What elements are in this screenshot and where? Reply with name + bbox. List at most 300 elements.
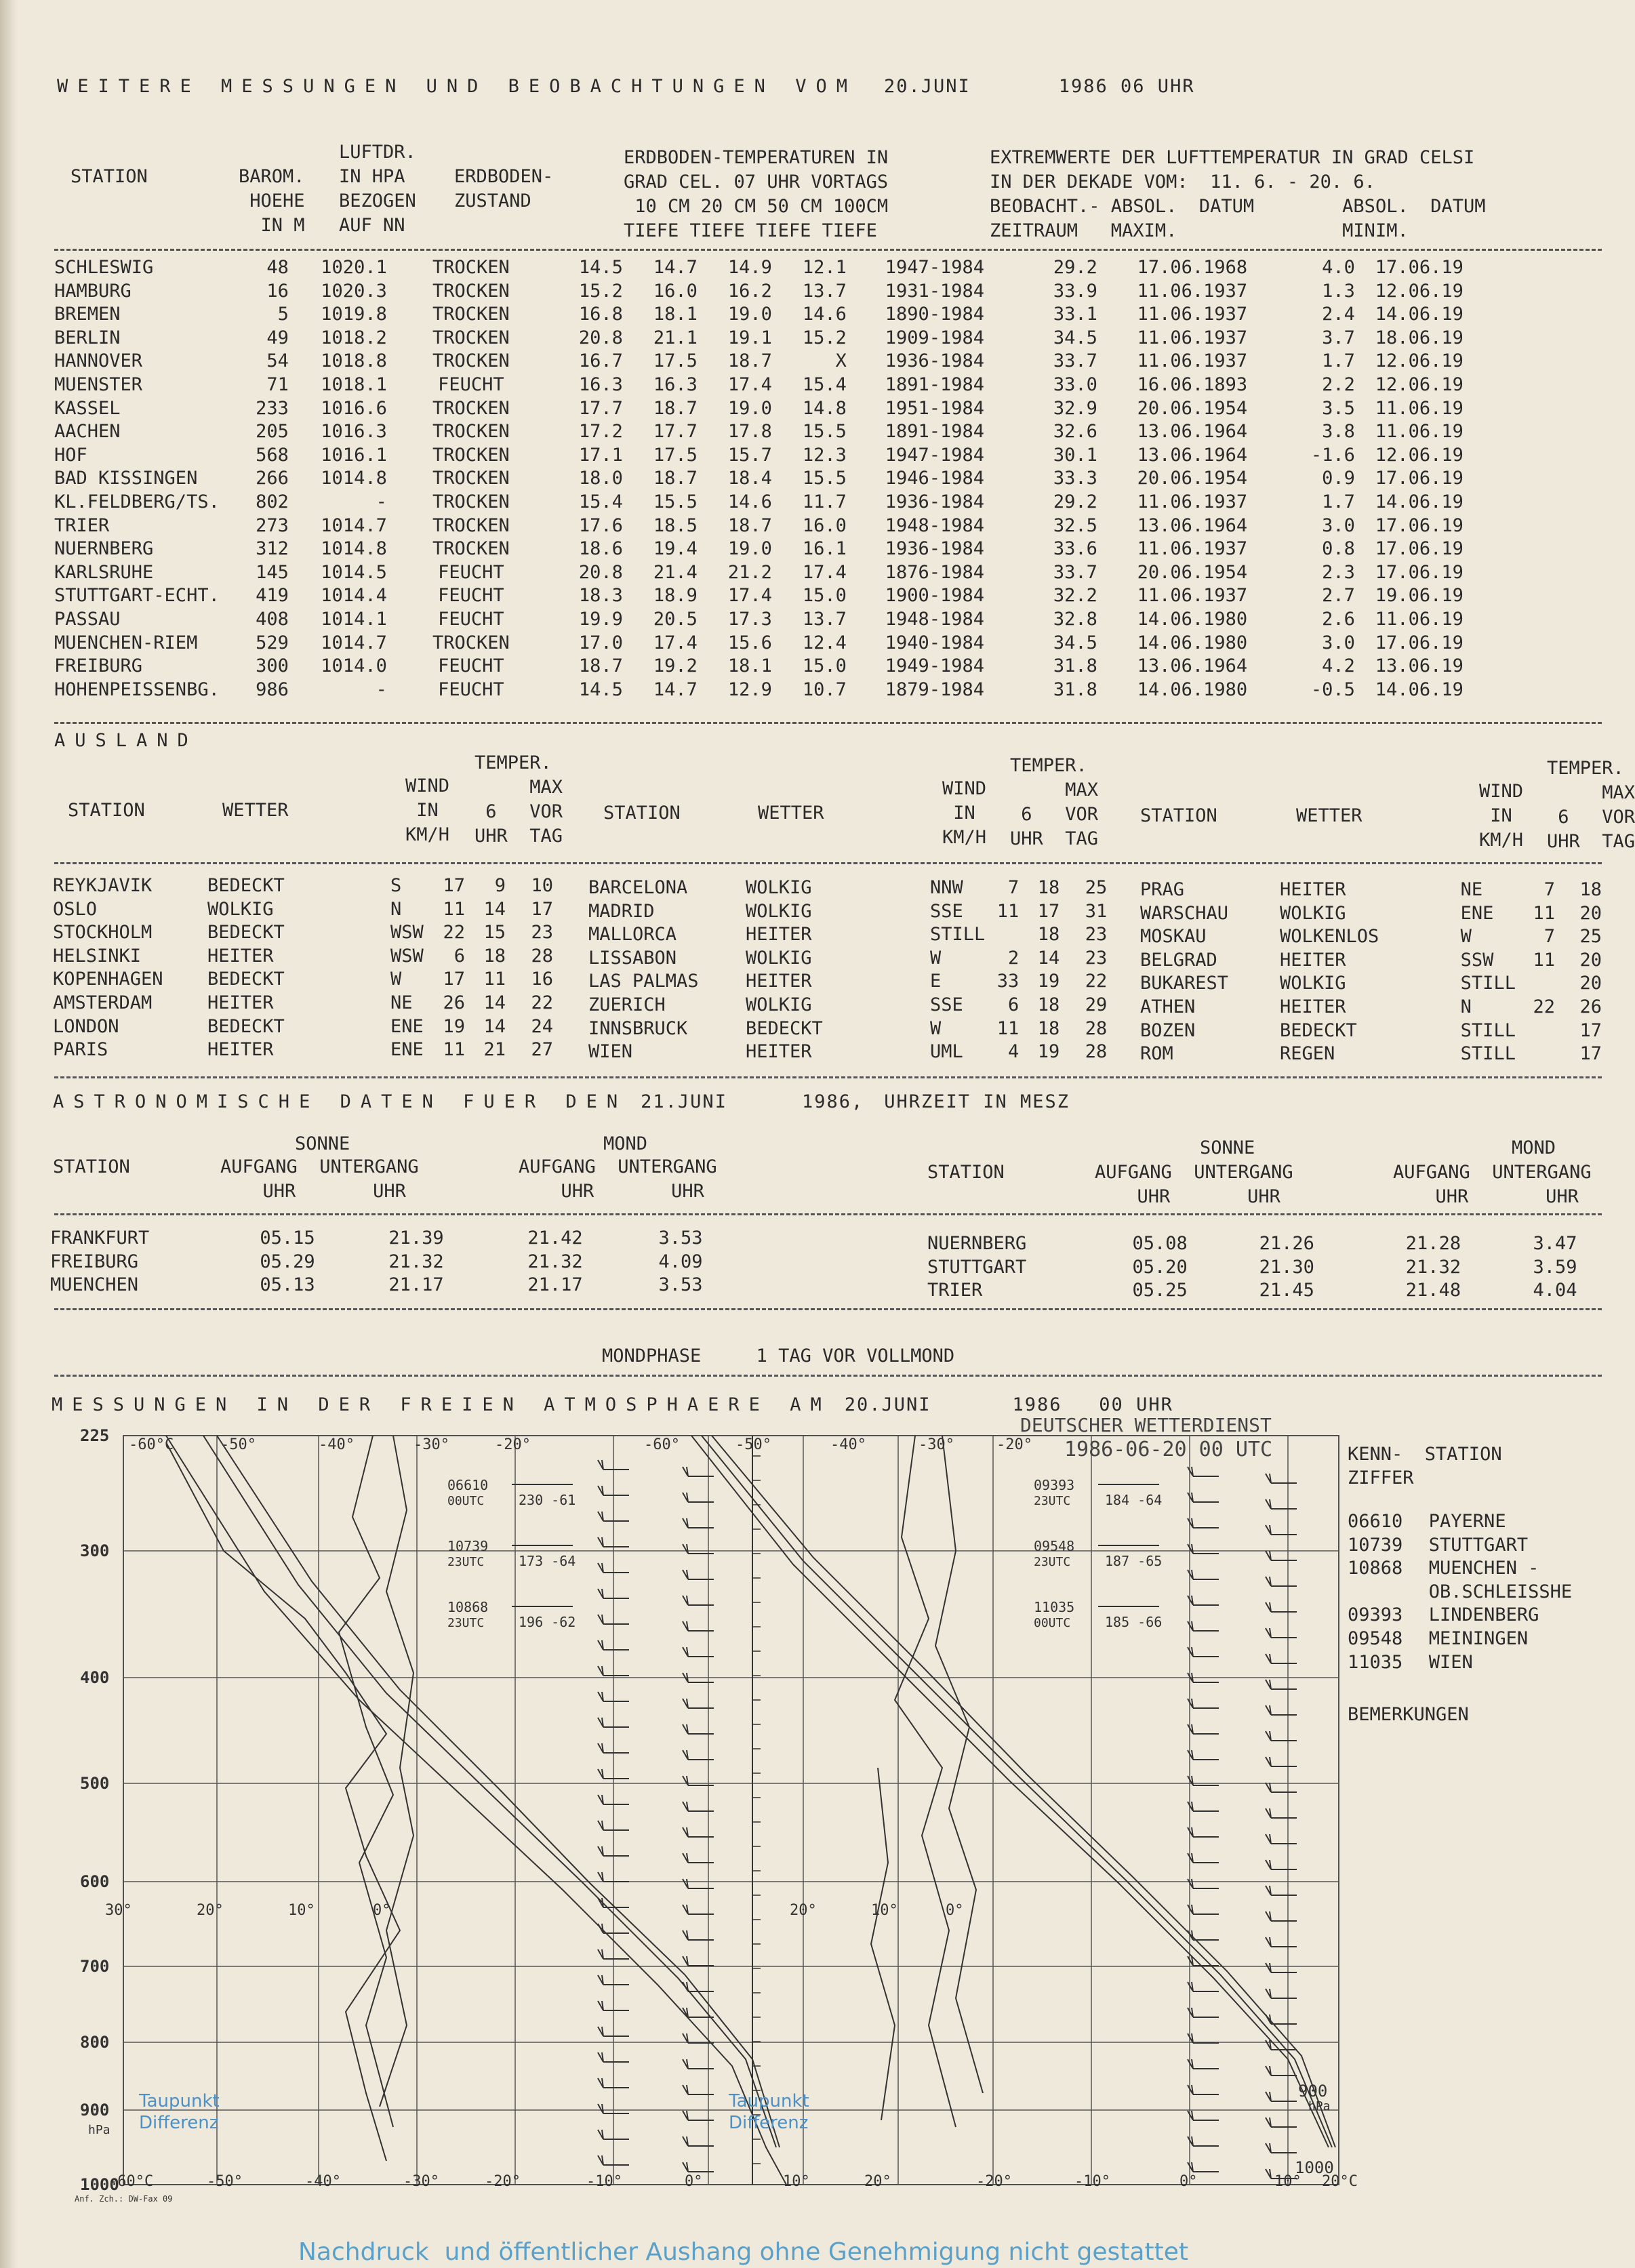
header-erdboden: ERDBODEN- ZUSTAND <box>454 166 554 211</box>
wind-barb <box>1188 1905 1219 1914</box>
ausland-row-cell: LAS PALMAS <box>588 971 699 992</box>
legend-station-id: 09393 <box>1034 1477 1075 1493</box>
station-row-cell: 13.06.1964 <box>1137 514 1248 536</box>
temp-tick-top: -50° <box>735 1436 771 1453</box>
legend-utc: 23UTC <box>447 1616 485 1630</box>
station-row-cell: 1890-1984 <box>885 304 984 325</box>
kenn-row-cell: LINDENBERG <box>1428 1604 1539 1626</box>
ausland-row-cell: BELGRAD <box>1140 949 1217 971</box>
station-row-cell: 16.3 <box>653 373 698 395</box>
ausland-row-cell: WOLKIG <box>746 900 812 922</box>
station-row <box>54 584 1464 608</box>
title-label: WEITERE MESSUNGEN UND BEOBACHTUNGEN VOM <box>57 76 857 97</box>
ausland-row-cell: 14 <box>1037 947 1060 969</box>
wind-barb <box>1266 1577 1297 1586</box>
station-row-cell: 14.5 <box>578 257 623 278</box>
ausland-row-cell: 7 <box>1543 926 1555 948</box>
station-row-cell: 14.06.19 <box>1375 679 1464 700</box>
wind-barb <box>1266 1628 1297 1638</box>
station-row-cell: 16.0 <box>653 280 698 302</box>
ausland-row-cell: W <box>390 969 402 990</box>
kenn-header: KENN- STATION ZIFFER <box>1348 1444 1502 1489</box>
ausland-row-cell: 22 <box>443 922 465 944</box>
astro-row-cell: 21.32 <box>388 1251 444 1272</box>
pressure-tick-label: 1000 <box>80 2175 119 2194</box>
station-row-cell: 17.06.19 <box>1375 514 1464 536</box>
station-row-cell: 1948-1984 <box>885 514 984 536</box>
header-luftdr: LUFTDR. IN HPA BEZOGEN AUF NN <box>339 142 416 236</box>
station-row-cell: TROCKEN <box>432 538 510 560</box>
station-row-cell: 2.7 <box>1322 585 1355 607</box>
ausland-header-station-3: STATION <box>1140 805 1217 826</box>
station-row-cell: 13.7 <box>802 608 847 630</box>
station-row-cell: PASSAU <box>54 608 121 630</box>
station-row-cell: 1014.1 <box>321 608 387 630</box>
station-row-cell: 5 <box>277 304 289 325</box>
ausland-row-cell: 17 <box>1037 900 1060 922</box>
station-row-cell: 32.2 <box>1053 585 1097 607</box>
station-row-cell: 0.9 <box>1322 468 1355 489</box>
station-row-cell: 12.3 <box>802 444 847 466</box>
wind-barb <box>683 1544 714 1554</box>
station-row-cell: TROCKEN <box>432 350 510 372</box>
kenn-row <box>1348 1604 1602 1627</box>
ausland-row <box>53 1015 553 1039</box>
station-row-cell: 13.7 <box>802 280 847 302</box>
wind-barb <box>1188 1621 1219 1631</box>
ausland-row-cell: 22 <box>1533 996 1555 1017</box>
divider <box>54 1076 1602 1078</box>
station-row-cell: HAMBURG <box>54 280 132 302</box>
ausland-row-cell: STILL <box>930 924 986 946</box>
astro-zone: UHRZEIT IN MESZ <box>884 1091 1070 1112</box>
ausland-row-cell: BEDECKT <box>1279 1019 1357 1041</box>
wind-barb <box>1266 1808 1297 1818</box>
ausland-row-cell: N <box>1460 996 1472 1017</box>
station-row-cell: 18.7 <box>578 655 623 677</box>
astro-row-cell: 3.59 <box>1533 1256 1577 1278</box>
astro-row-cell: 3.53 <box>658 1274 703 1296</box>
ausland-row-cell: 9 <box>494 875 506 896</box>
station-row-cell: 14.7 <box>653 257 698 278</box>
astro-row-cell: 21.30 <box>1259 1256 1314 1278</box>
ausland-row-cell: 18 <box>1037 1017 1060 1039</box>
astro-row-cell: FREIBURG <box>50 1251 139 1272</box>
station-row-cell: 32.6 <box>1053 421 1097 443</box>
ausland-row-cell: STILL <box>1460 1019 1516 1041</box>
aerological-diagram <box>47 1414 1358 2205</box>
station-row <box>54 256 1464 280</box>
astro-row-cell: 4.09 <box>658 1251 703 1272</box>
ausland-row-cell: LONDON <box>53 1015 119 1037</box>
station-row-cell: 233 <box>256 397 289 419</box>
pressure-tick-label: 900 <box>80 2101 110 2120</box>
astro-row <box>927 1279 1602 1303</box>
ausland-row-cell: HELSINKI <box>53 945 142 967</box>
station-row-cell: 529 <box>256 632 289 653</box>
ausland-header-station: STATION <box>68 800 145 821</box>
ausland-header-temp-2: TEMPER. MAX 6 VOR UHR TAG <box>1010 755 1099 849</box>
astro-row-cell: 21.17 <box>527 1274 583 1296</box>
astro-h-mond-2: MOND <box>1512 1137 1556 1158</box>
ausland-header-wetter: WETTER <box>222 800 289 821</box>
astro-h-uhr-mond: UHR UHR <box>539 1181 704 1202</box>
wind-barb <box>1188 1493 1219 1502</box>
astro-h-uhr-sonne: UHR UHR <box>241 1181 406 1202</box>
ausland-row-cell: 6 <box>453 945 465 967</box>
legend-utc: 23UTC <box>1034 1494 1071 1508</box>
station-row-cell: 273 <box>256 514 289 536</box>
station-row-cell: 1020.3 <box>321 280 387 302</box>
astro-row-cell: MUENCHEN <box>50 1274 139 1296</box>
legend-station-id: 11035 <box>1034 1599 1075 1615</box>
station-row-cell: 12.06.19 <box>1375 373 1464 395</box>
station-row-cell: 18.5 <box>653 514 698 536</box>
station-row-cell: 15.5 <box>802 421 847 443</box>
ausland-table-2 <box>588 876 1107 1064</box>
station-row-cell: 33.7 <box>1053 561 1097 583</box>
ausland-row-cell: 2 <box>1008 947 1020 969</box>
station-row-cell: 145 <box>256 561 289 583</box>
station-row-cell: 3.0 <box>1322 514 1355 536</box>
station-row-cell: 1936-1984 <box>885 491 984 512</box>
station-row-cell: 33.0 <box>1053 373 1097 395</box>
station-row-cell: 19.0 <box>727 538 772 560</box>
ausland-header-temp-3: TEMPER. MAX 6 VOR UHR TAG <box>1547 758 1635 852</box>
pressure-tick-label: 600 <box>80 1872 110 1891</box>
ausland-row-cell: 22 <box>531 992 553 1013</box>
sounding-curve <box>217 1436 780 2147</box>
station-row-cell: 13.06.19 <box>1375 655 1464 677</box>
ausland-row-cell: WOLKIG <box>746 877 812 898</box>
wind-barb <box>1188 1518 1219 1528</box>
wind-barb <box>1188 1467 1219 1476</box>
ausland-row-cell: STILL <box>1460 973 1516 994</box>
astro-row-cell: 21.32 <box>1405 1256 1461 1278</box>
kenn-row-cell: MEININGEN <box>1428 1627 1529 1649</box>
ausland-row-cell: ENE <box>1460 902 1494 924</box>
ausland-row-cell: MALLORCA <box>588 924 677 946</box>
wind-barb <box>683 1982 714 1991</box>
temp-tick-bottom: 20°C <box>1322 2173 1358 2190</box>
ausland-row-cell: KOPENHAGEN <box>53 969 163 990</box>
legend-values: 173 -64 <box>519 1553 576 1569</box>
ausland-row-cell: BEDECKT <box>746 1017 823 1039</box>
differenz-label-right: Differenz <box>729 2113 809 2133</box>
station-row <box>54 561 1464 585</box>
p900-right: 900 <box>1298 2082 1328 2101</box>
temp-tick-bottom: -50° <box>207 2173 243 2190</box>
station-row-cell: 33.6 <box>1053 538 1097 560</box>
station-row <box>54 655 1464 679</box>
station-row-cell: 34.5 <box>1053 327 1097 348</box>
station-row-cell: 1014.5 <box>321 561 387 583</box>
ausland-row-cell: BUKAREST <box>1140 973 1229 994</box>
station-row <box>54 467 1464 491</box>
station-row-cell: NUERNBERG <box>54 538 154 560</box>
astro-table-left <box>50 1227 742 1297</box>
station-row-cell: 802 <box>256 491 289 512</box>
station-row-cell: 20.5 <box>653 608 698 630</box>
station-row-cell: 15.2 <box>802 327 847 348</box>
station-row-cell: 20.06.1954 <box>1137 561 1248 583</box>
ausland-row-cell: 27 <box>531 1039 553 1061</box>
station-row-cell: 19.2 <box>653 655 698 677</box>
station-row <box>54 608 1464 632</box>
ausland-row-cell: 17 <box>443 875 465 896</box>
ausland-row-cell: ATHEN <box>1140 996 1196 1017</box>
station-row <box>54 491 1464 514</box>
wind-barb <box>1188 1724 1219 1734</box>
ausland-row-cell: 18 <box>1037 924 1060 946</box>
sounding-curve <box>166 1442 400 2161</box>
wind-barb <box>683 1596 714 1605</box>
ausland-row-cell: W <box>1460 926 1472 948</box>
station-row-cell: 1014.7 <box>321 514 387 536</box>
station-row-cell: 20.8 <box>578 327 623 348</box>
ausland-row-cell: WOLKIG <box>1279 973 1346 994</box>
station-row-cell: 48 <box>266 257 289 278</box>
station-row-cell: 300 <box>256 655 289 677</box>
wind-barb <box>1266 1731 1297 1741</box>
wind-barb <box>1188 1930 1219 1940</box>
ausland-row-cell: 17 <box>1579 1019 1602 1041</box>
chart-credit: Anf. Zch.: DW-Fax 09 <box>75 2194 173 2204</box>
station-row-cell: 1947-1984 <box>885 444 984 466</box>
station-row-cell: 18.7 <box>653 468 698 489</box>
wind-barb <box>1266 1680 1297 1689</box>
astro-row-cell: STUTTGART <box>927 1256 1027 1278</box>
legend-utc: 23UTC <box>1034 1555 1071 1569</box>
station-row-cell: - <box>376 491 387 512</box>
wind-barb <box>1266 1551 1297 1560</box>
station-row-cell: TROCKEN <box>432 257 510 278</box>
station-row-cell: TROCKEN <box>432 444 510 466</box>
mondphase <box>602 1344 954 1369</box>
station-row <box>54 327 1464 350</box>
ausland-row <box>1140 902 1602 926</box>
kenn-row-cell: 09548 <box>1348 1627 1403 1649</box>
pressure-tick-label: 500 <box>80 1774 110 1793</box>
station-row <box>54 679 1464 702</box>
station-row-cell: 17.06.19 <box>1375 468 1464 489</box>
temp-tick-top: -50° <box>220 1436 256 1453</box>
aero-wind-barbs <box>598 1460 1297 2179</box>
ausland-row-cell: 25 <box>1579 926 1602 948</box>
station-row <box>54 397 1464 421</box>
temp-tick-bottom: 0° <box>685 2173 703 2190</box>
station-row-cell: 19.1 <box>727 327 772 348</box>
station-row-cell: 19.0 <box>727 304 772 325</box>
ausland-row-cell: HEITER <box>1279 949 1346 971</box>
temp-tick-top: -30° <box>919 1436 954 1453</box>
ausland-row-cell: NNW <box>930 877 963 898</box>
ausland-row-cell: AMSTERDAM <box>53 992 153 1013</box>
station-row-cell: BAD KISSINGEN <box>54 468 198 489</box>
station-row-cell: MUENSTER <box>54 373 143 395</box>
station-row-cell: 15.4 <box>802 373 847 395</box>
aero-labels <box>80 1426 1358 2194</box>
ausland-header-wetter-2: WETTER <box>758 803 824 824</box>
legend-values: 230 -61 <box>519 1492 576 1508</box>
station-row-cell: 17.5 <box>653 350 698 372</box>
ausland-row-cell: STOCKHOLM <box>53 922 153 944</box>
ausland-row <box>53 992 553 1015</box>
station-row-cell: SCHLESWIG <box>54 257 154 278</box>
dewpoint-tick: 10° <box>288 1902 315 1919</box>
station-row-cell: TROCKEN <box>432 468 510 489</box>
ausland-row-cell: 19 <box>443 1015 465 1037</box>
station-row-cell: FEUCHT <box>438 585 504 607</box>
station-row-cell: BREMEN <box>54 304 121 325</box>
station-row-cell: 13.06.1964 <box>1137 444 1248 466</box>
station-row-cell: 11.7 <box>802 491 847 512</box>
station-row <box>54 350 1464 373</box>
hpa-label-left: hPa <box>88 2123 110 2137</box>
station-row-cell: 17.06.19 <box>1375 632 1464 653</box>
station-row-cell: 11.06.1937 <box>1137 304 1248 325</box>
ausland-row-cell: 20 <box>1579 902 1602 924</box>
astro-row-cell: 21.28 <box>1405 1233 1461 1254</box>
station-row-cell: 16.7 <box>578 350 623 372</box>
station-row-cell: 12.1 <box>802 257 847 278</box>
station-row-cell: 408 <box>256 608 289 630</box>
astro-h-uhr-mond-2: UHR UHR <box>1413 1186 1579 1207</box>
station-row-cell: 18.3 <box>578 585 623 607</box>
atmos-title <box>52 1394 1173 1415</box>
ausland-row-cell: 26 <box>443 992 465 1013</box>
station-row-cell: 11.06.1937 <box>1137 538 1248 560</box>
ausland-row <box>588 876 1107 900</box>
station-row-cell: 17.06.19 <box>1375 561 1464 583</box>
ausland-row-cell: PARIS <box>53 1039 108 1061</box>
station-row-cell: -0.5 <box>1310 679 1355 700</box>
station-row-cell: 15.5 <box>802 468 847 489</box>
ausland-row-cell: 22 <box>1085 971 1108 992</box>
kenn-row-cell: 09393 <box>1348 1604 1403 1626</box>
wind-barb <box>1266 1602 1297 1612</box>
ausland-row-cell: 11 <box>483 969 506 990</box>
sounding-curve <box>935 1436 983 2093</box>
temp-tick-bottom: -30° <box>403 2173 439 2190</box>
taupunkt-label-left: Taupunkt <box>139 2091 220 2111</box>
station-row-cell: X <box>835 350 847 372</box>
ausland-row-cell: BEDECKT <box>207 1015 285 1037</box>
ausland-row-cell: N <box>390 898 402 920</box>
wind-barb <box>683 1930 714 1940</box>
station-row-cell: 17.7 <box>578 397 623 419</box>
station-row-cell: 30.1 <box>1053 444 1097 466</box>
station-row-cell: 1014.0 <box>321 655 387 677</box>
astro-row-cell: 05.29 <box>260 1251 315 1272</box>
station-row-cell: 1016.6 <box>321 397 387 419</box>
temp-tick-top: -60° <box>644 1436 680 1453</box>
ausland-row-cell: BEDECKT <box>207 922 285 944</box>
divider <box>54 1213 1602 1215</box>
ausland-row-cell: 23 <box>1085 924 1108 946</box>
station-row-cell: TROCKEN <box>432 491 510 512</box>
ausland-row-cell: 11 <box>443 1039 465 1061</box>
station-row-cell: 1018.2 <box>321 327 387 348</box>
station-row-cell: 14.5 <box>578 679 623 700</box>
ausland-row-cell: REYKJAVIK <box>53 875 153 896</box>
station-row-cell: 32.5 <box>1053 514 1097 536</box>
station-row-cell: 16.3 <box>578 373 623 395</box>
station-row-cell: 14.06.19 <box>1375 491 1464 512</box>
station-row-cell: FEUCHT <box>438 655 504 677</box>
wind-barb <box>683 2111 714 2120</box>
station-row-cell: 11.06.19 <box>1375 397 1464 419</box>
station-row-cell: 54 <box>266 350 289 372</box>
station-row <box>54 373 1464 397</box>
ausland-row-cell: INNSBRUCK <box>588 1017 688 1039</box>
atmos-title-label: MESSUNGEN IN DER FREIEN ATMOSPHAERE AM <box>52 1394 831 1415</box>
sounding-curve <box>339 1436 393 2127</box>
station-row-cell: 16.2 <box>727 280 772 302</box>
ausland-row-cell: SSE <box>930 994 963 1015</box>
kenn-row-cell: 10868 <box>1348 1558 1403 1579</box>
wind-barb <box>683 2162 714 2172</box>
wind-barb <box>683 1956 714 1966</box>
ausland-row-cell: 14 <box>483 898 506 920</box>
p1000-right: 1000 <box>1295 2158 1334 2177</box>
wind-barb <box>683 2059 714 2069</box>
station-row-cell: 1900-1984 <box>885 585 984 607</box>
station-row-cell: 0.8 <box>1322 538 1355 560</box>
station-row-cell: 4.0 <box>1322 257 1355 278</box>
astro-h-sub-sonne-2: AUFGANG UNTERGANG <box>1095 1162 1293 1183</box>
sounding-curve <box>871 1768 895 2120</box>
title-date: 20.JUNI <box>883 76 971 97</box>
astro-h-sub-mond-2: AUFGANG UNTERGANG <box>1393 1162 1592 1183</box>
ausland-row-cell <box>1521 1019 1555 1043</box>
wind-barb <box>683 1905 714 1914</box>
wind-barb <box>1188 2008 1219 2017</box>
station-row-cell: BERLIN <box>54 327 121 348</box>
station-row-cell: 18.1 <box>727 655 772 677</box>
station-row-cell: TROCKEN <box>432 397 510 419</box>
station-row-cell: 17.4 <box>802 561 847 583</box>
ausland-row-cell: REGEN <box>1279 1043 1335 1065</box>
ausland-row-cell: ENE <box>390 1015 424 1037</box>
ausland-row-cell: 11 <box>996 1017 1020 1039</box>
ausland-row <box>53 968 553 992</box>
station-row-cell: 18.06.19 <box>1375 327 1464 348</box>
wind-barb <box>1266 1757 1297 1766</box>
station-row-cell: 1.7 <box>1322 491 1355 512</box>
station-row-cell: 1879-1984 <box>885 679 984 700</box>
ausland-row-cell: HEITER <box>746 971 812 992</box>
astro-h-station: STATION <box>53 1156 130 1177</box>
kenn-row <box>1348 1581 1602 1604</box>
station-row-cell: 17.5 <box>653 444 698 466</box>
kenn-row-cell: PAYERNE <box>1428 1511 1506 1532</box>
wind-barb <box>1188 1879 1219 1888</box>
kenn-row-cell <box>1348 1581 1429 1604</box>
divider <box>54 249 1602 251</box>
astro-row-cell: 05.25 <box>1132 1280 1188 1301</box>
ausland-row <box>1140 949 1602 973</box>
wind-barb <box>1266 1886 1297 1895</box>
ausland-row-cell: SSW <box>1460 949 1494 971</box>
station-row-cell: 1936-1984 <box>885 350 984 372</box>
station-row-cell: AACHEN <box>54 421 121 443</box>
ausland-row-cell: 11 <box>1533 902 1555 924</box>
divider <box>54 1308 1602 1310</box>
station-row <box>54 280 1464 304</box>
station-row-cell: 205 <box>256 421 289 443</box>
astro-row-cell: 4.04 <box>1533 1280 1577 1301</box>
